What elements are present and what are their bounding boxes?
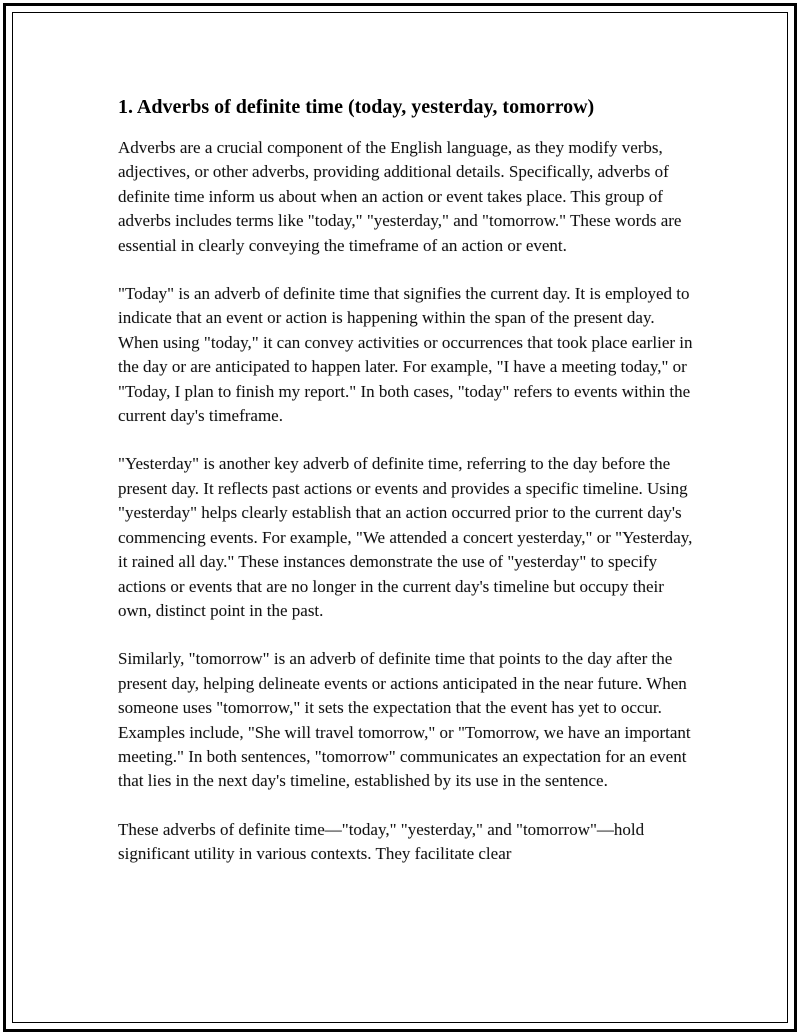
section-heading: 1. Adverbs of definite time (today, yesterday, tomorrow) <box>118 96 595 118</box>
paragraph-conclusion: These adverbs of definite time—"today," "yesterday," and "tomorrow"—hold significant utility in various contexts. They facilitate clear <box>118 819 645 864</box>
paragraph-intro: Adverbs are a crucial component of the English language, as they modify verbs, adjectives, or other adverbs, providing additional details. Specifically, adverbs of definite time inform us about when an action or event takes place. This group of adverbs includes terms like "today," "yesterday," and "tomorrow." These words are essential in clearly conveying the timeframe of an action or event. <box>118 138 682 255</box>
document-body <box>118 95 698 891</box>
paragraph-yesterday: "Yesterday" is another key adverb of definite time, referring to the day before the present day. It reflects past actions or events and provides a specific timeline. Using "yesterday" helps clearly establish that an action occurred prior to the current day's commencing events. For example, "We attended a concert yesterday," or "Yesterday, it rained all day." These instances demonstrate the use of "yesterday" to specify actions or events that are no longer in the current day's timeline but occupy their own, distinct point in the past. <box>118 454 693 620</box>
paragraph-today: "Today" is an adverb of definite time that signifies the current day. It is employed to indicate that an event or action is happening within the span of the present day. When using "today," it can convey activities or occurrences that took place earlier in the day or are anticipated to happen later. For example, "I have a meeting today," or "Today, I plan to finish my report." In both cases, "today" refers to events within the current day's timeframe. <box>118 284 693 426</box>
paragraph-tomorrow: Similarly, "tomorrow" is an adverb of definite time that points to the day after the present day, helping delineate events or actions anticipated in the near future. When someone uses "tomorrow," it sets the expectation that the event has yet to occur. Examples include, "She will travel tomorrow," or "Tomorrow, we have an important meeting." In both sentences, "tomorrow" communicates an expectation for an event that lies in the next day's timeline, established by its use in the sentence. <box>118 649 691 791</box>
